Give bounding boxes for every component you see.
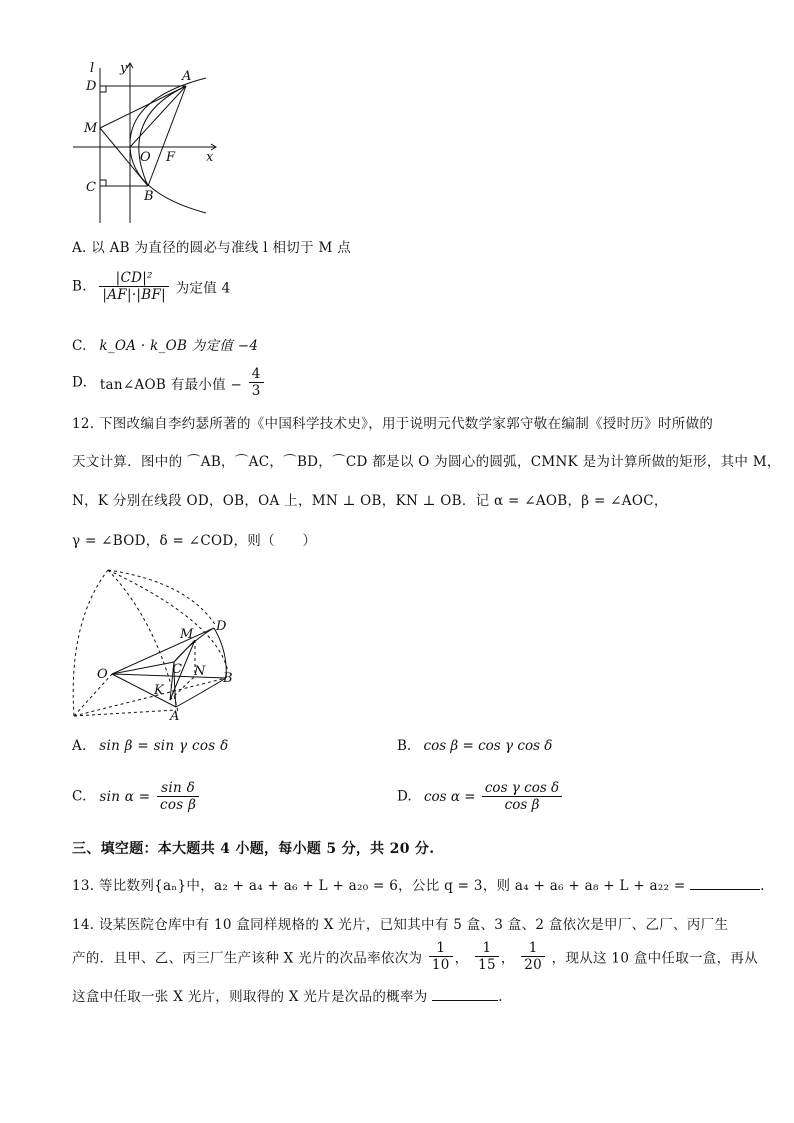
- dashed-arc-left: [73, 570, 108, 716]
- q14-text: 这盒中任取一张 X 光片，则取得的 X 光片是次品的概率为: [72, 989, 428, 1005]
- line-MA: [100, 86, 186, 128]
- option-letter: B.: [397, 738, 412, 754]
- q12-option-c: [72, 780, 201, 813]
- fraction: [482, 780, 562, 813]
- label-O: O: [140, 150, 151, 165]
- option-letter: C.: [72, 788, 87, 805]
- numerator: cos γ cos δ: [484, 780, 560, 796]
- q12-line-2: 天文计算．图中的 ⌒AB，⌒AC，⌒BD，⌒CD 都是以 O 为圆心的圆弧，CMNK 是为计算所做的矩形，其中 M，: [72, 454, 781, 470]
- q12-line-3: N，K 分别在线段 OD，OB，OA 上，MN ⊥ OB，KN ⊥ OB．记 α = ∠AOB，β = ∠AOC，: [72, 493, 668, 509]
- label-D: D: [216, 619, 227, 634]
- label-M: M: [180, 627, 194, 642]
- q12-option-a: [72, 738, 229, 754]
- label-C: C: [86, 180, 96, 195]
- numerator: |CD|²: [115, 270, 153, 286]
- right-angle-D: [100, 86, 106, 92]
- q11-option-d: [72, 366, 266, 399]
- answer-blank[interactable]: [690, 877, 760, 890]
- option-text: 以 AB 为直径的圆必与准线 l 相切于 M 点: [91, 240, 351, 256]
- label-N: N: [194, 664, 206, 679]
- q13-text: 13. 等比数列{aₙ}中，a₂ + a₄ + a₆ + L + a₂₀ = 6，公比 q = 3，则 a₄ + a₆ + a₈ + L + a₂₂ =: [72, 878, 686, 894]
- q14-text: 产的．且甲、乙、丙三厂生产该种 X 光片的次品率依次为: [72, 950, 423, 967]
- numerator: 1: [482, 940, 492, 956]
- denominator: cos β: [157, 796, 199, 813]
- dashed-line-3: [74, 678, 226, 716]
- q12-line-1: 12. 下图改编自李约瑟所著的《中国科学技术史》，用于说明元代数学家郭守敬在编制《授时历》时所做的: [72, 416, 714, 432]
- q11-option-a: [72, 236, 351, 256]
- q14-text: ，现从这 10 盒中任取一盒，再从: [551, 950, 759, 967]
- line-OC: [112, 662, 174, 674]
- label-A: A: [170, 709, 180, 724]
- option-text: sin α =: [99, 788, 151, 805]
- q13-end: .: [760, 878, 765, 894]
- denominator: 20: [521, 956, 545, 973]
- answer-blank[interactable]: [432, 988, 498, 1001]
- numerator: 1: [528, 940, 538, 956]
- arc-AB: [176, 678, 226, 707]
- q12-option-b: [397, 738, 552, 754]
- parabola-curve: [130, 78, 206, 213]
- fraction: [157, 780, 199, 813]
- dashed-arc-inner: [108, 570, 178, 712]
- arc-OA: [139, 86, 186, 186]
- label-B: B: [144, 189, 154, 204]
- q14-line-2: 产的．且甲、乙、丙三厂生产该种 X 光片的次品率依次为 $\frac{1}{10}$ ， $\frac{1}{15}$ ， $\frac{1}{20}$ ，现从这 10 盒中任取一盒，再从: [72, 940, 759, 973]
- label-B: B: [223, 671, 233, 686]
- dashed-arc-right: [108, 570, 228, 672]
- fraction: [249, 366, 264, 399]
- right-angle-C: [100, 180, 106, 186]
- q13: [72, 874, 765, 894]
- option-letter: D.: [72, 374, 88, 391]
- label-M: M: [84, 121, 98, 136]
- label-C: C: [172, 662, 182, 677]
- label-y: y: [120, 61, 128, 76]
- option-letter: C.: [72, 338, 87, 354]
- label-A: A: [182, 69, 192, 84]
- numerator: 1: [436, 940, 446, 956]
- option-text: sin β = sin γ cos δ: [99, 738, 229, 754]
- parabola-figure: [68, 58, 218, 228]
- sphere-figure: [68, 562, 248, 724]
- option-letter: B.: [72, 278, 87, 295]
- option-text: cos β = cos γ cos δ: [423, 738, 553, 754]
- denominator: |AF|·|BF|: [99, 286, 169, 303]
- fraction-2: [475, 940, 499, 973]
- label-K: K: [154, 683, 164, 698]
- q12-option-d: [397, 780, 564, 813]
- q14-end: .: [498, 989, 503, 1005]
- fraction: [99, 270, 169, 303]
- dashed-line-2: [74, 710, 176, 716]
- q14-line-3: [72, 985, 503, 1005]
- q11-option-c: [72, 334, 258, 354]
- numerator: sin δ: [161, 780, 196, 796]
- q12-line-4: γ = ∠BOD，δ = ∠COD，则（ ）: [72, 533, 317, 549]
- q11-option-b: [72, 270, 230, 303]
- option-text: k_OA · k_OB 为定值 −4: [99, 338, 259, 354]
- fraction-1: [429, 940, 453, 973]
- label-x: x: [206, 150, 214, 165]
- dashed-arc-top: [108, 570, 216, 626]
- label-l: l: [90, 61, 95, 76]
- label-O: O: [97, 667, 108, 682]
- fraction-3: [521, 940, 545, 973]
- section-title: 三、填空题：本大题共 4 小题，每小题 5 分，共 20 分.: [72, 841, 435, 857]
- q14-line-1: 14. 设某医院仓库中有 10 盒同样规格的 X 光片，已知其中有 5 盒、3 盒、2 盒依次是甲厂、乙厂、丙厂生: [72, 917, 729, 933]
- option-letter: A.: [72, 738, 87, 754]
- option-text: 为定值 4: [175, 280, 231, 297]
- numerator: 4: [251, 366, 261, 382]
- option-text: tan∠AOB 有最小值 −: [99, 376, 243, 393]
- denominator: cos β: [482, 796, 562, 813]
- option-letter: A.: [72, 240, 87, 256]
- option-letter: D.: [397, 788, 412, 805]
- denominator: 10: [429, 956, 453, 973]
- denominator: 3: [249, 382, 264, 399]
- line-OA: [112, 674, 176, 707]
- label-D: D: [86, 79, 97, 94]
- line-OB: [112, 674, 226, 678]
- label-F: F: [166, 150, 176, 165]
- option-text: cos α =: [423, 788, 476, 805]
- line-MC: [174, 640, 195, 662]
- denominator: 15: [475, 956, 499, 973]
